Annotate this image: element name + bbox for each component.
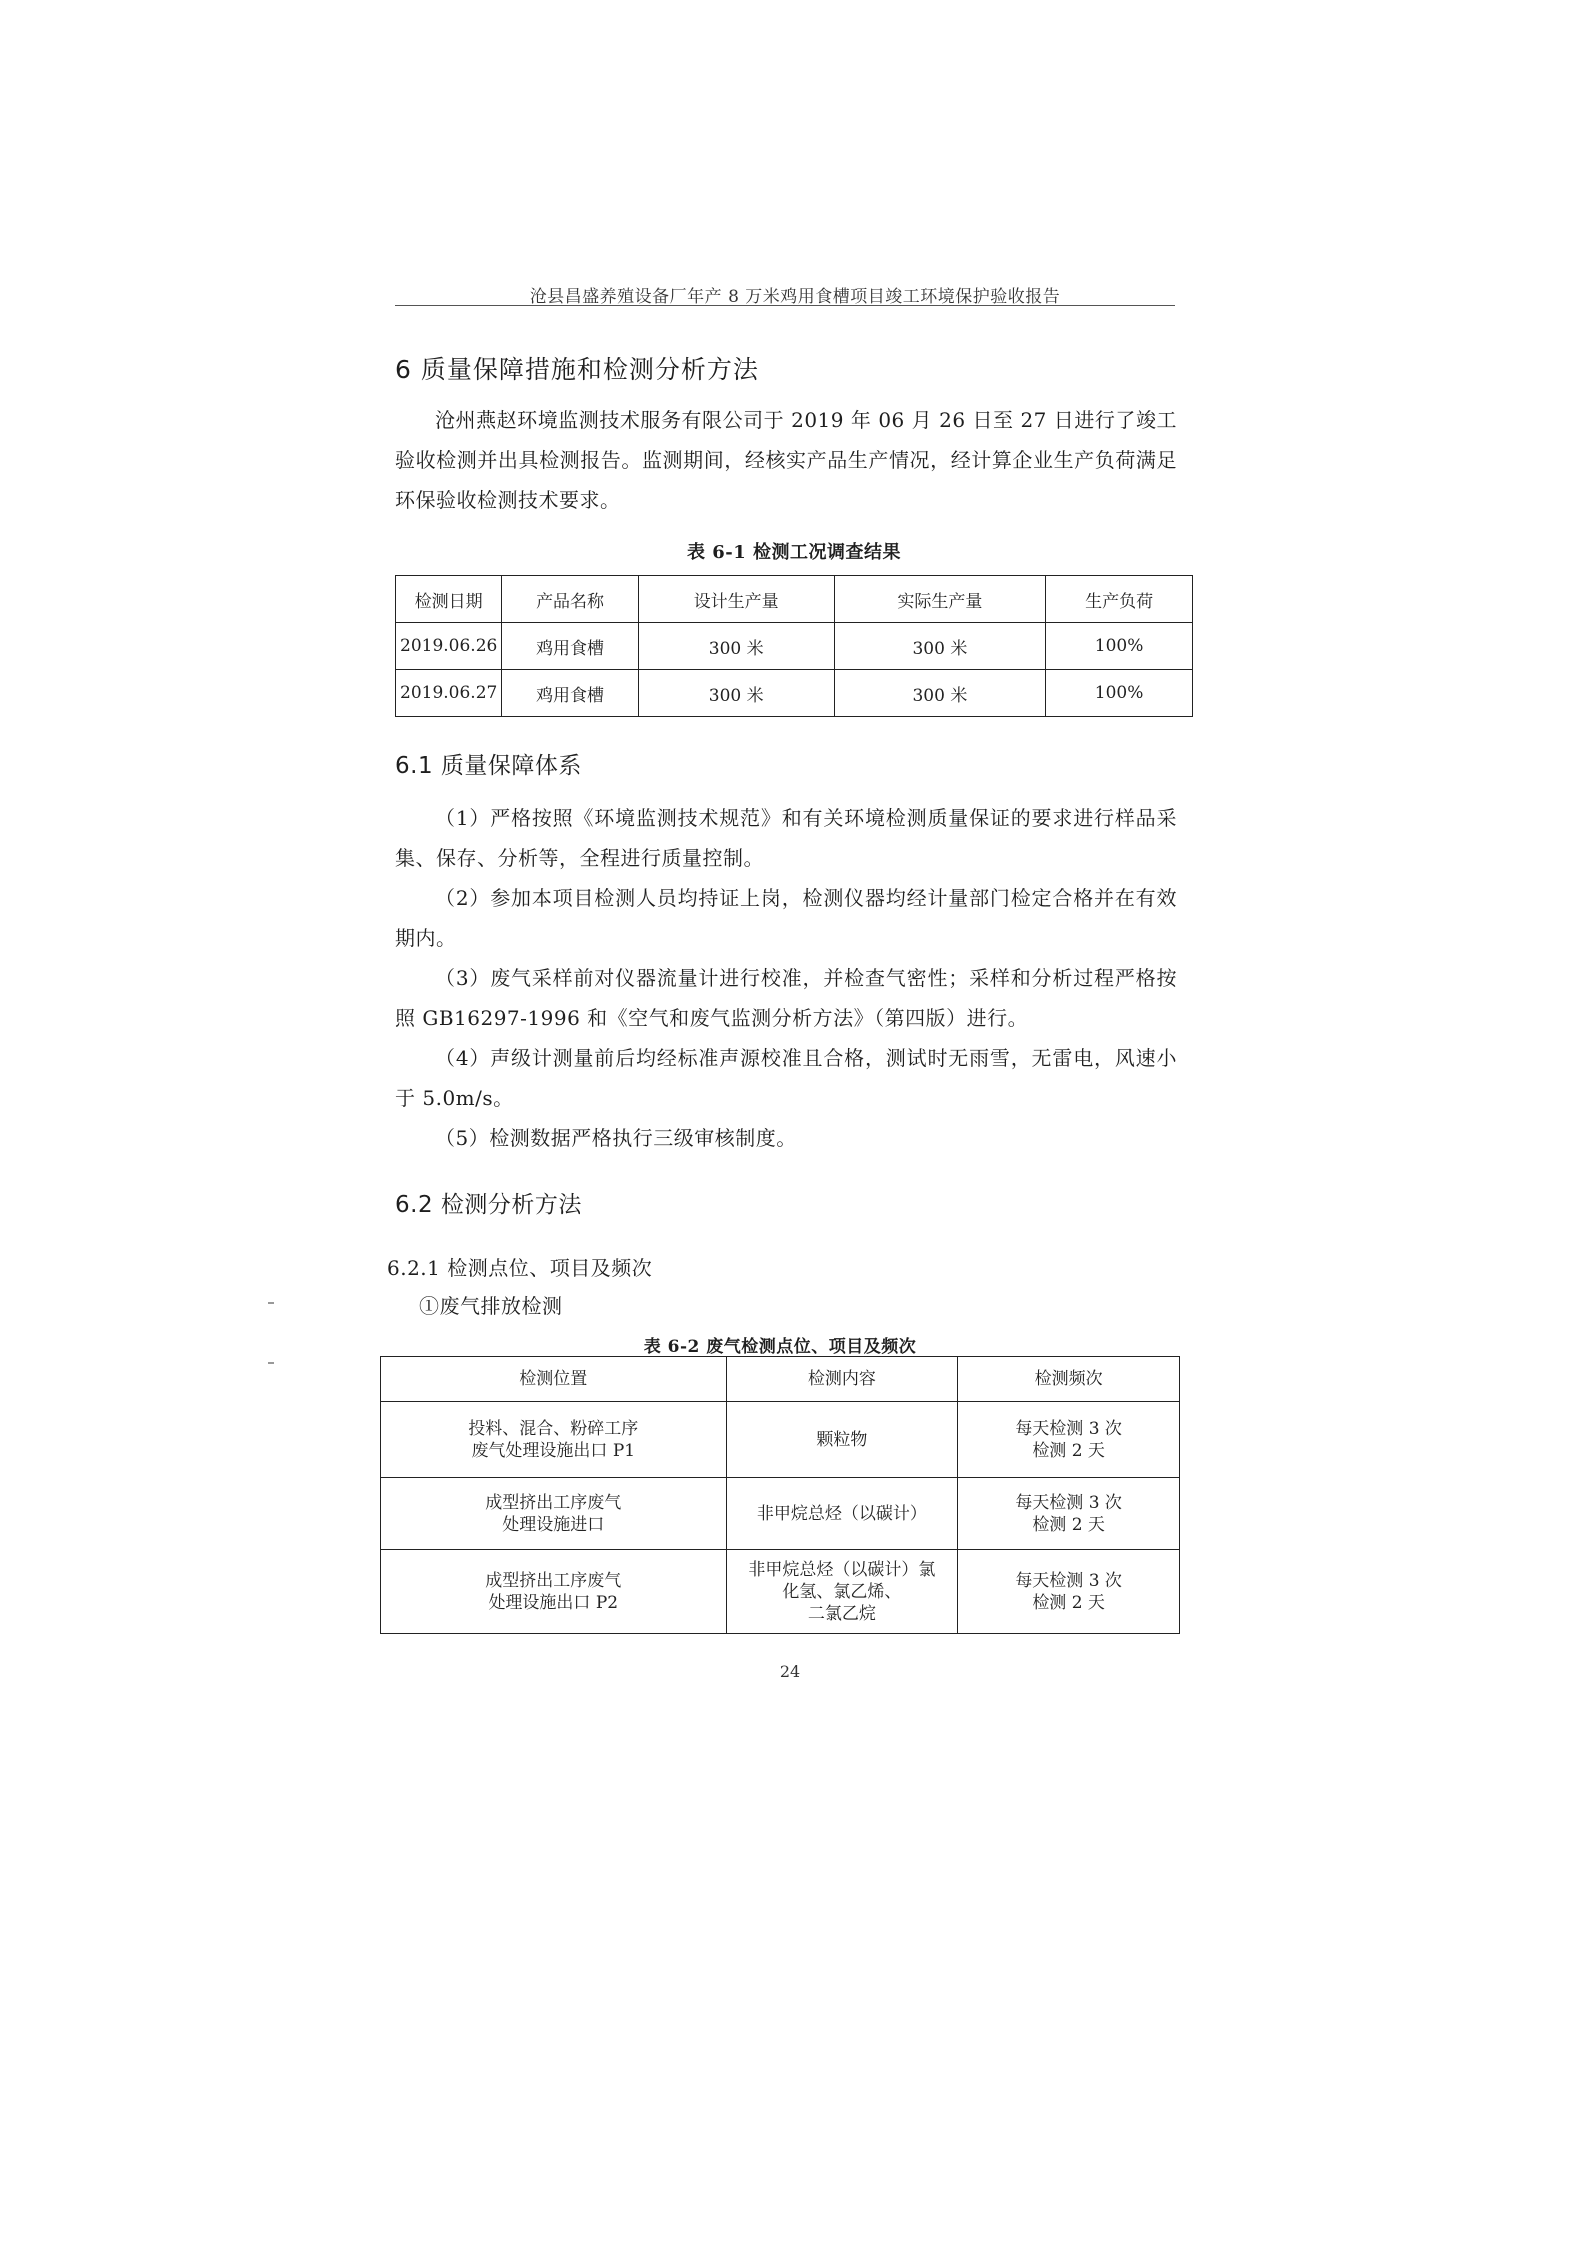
table-row	[381, 1402, 1180, 1478]
table-cell: 300 米	[638, 623, 834, 670]
table-row	[396, 623, 1193, 670]
table-cell-content	[726, 1550, 958, 1634]
section-6-2-heading: 6.2 检测分析方法	[395, 1192, 582, 1218]
table-header-cell: 检测日期	[396, 576, 502, 623]
table-cell: 100%	[1046, 623, 1193, 670]
table-header-cell: 实际生产量	[834, 576, 1046, 623]
table-cell: 鸡用食槽	[502, 623, 638, 670]
section-6-2-1-heading: 6.2.1 检测点位、项目及频次	[387, 1256, 653, 1280]
cell-line: 检测 2 天	[1032, 1440, 1105, 1461]
table-cell-frequency	[958, 1550, 1180, 1634]
header-divider	[395, 305, 1175, 306]
quality-item-4: （4）声级计测量前后均经标准声源校准且合格，测试时无雨雪，无雷电，风速小于 5.0m/s。	[395, 1046, 1177, 1110]
cell-line: 检测 2 天	[1032, 1592, 1105, 1613]
table-cell-frequency	[958, 1402, 1180, 1478]
table-6-2-caption: 表 6-2 废气检测点位、项目及频次	[643, 1337, 917, 1357]
scan-speck	[268, 1362, 274, 1364]
table-cell: 300 米	[834, 670, 1046, 717]
table-cell: 2019.06.27	[396, 670, 502, 717]
table-cell: 鸡用食槽	[502, 670, 638, 717]
cell-line: 成型挤出工序废气	[485, 1570, 622, 1591]
cell-line: 每天检测 3 次	[1015, 1418, 1122, 1439]
cell-line: 每天检测 3 次	[1015, 1492, 1122, 1513]
table-cell: 100%	[1046, 670, 1193, 717]
table-header-cell: 检测位置	[381, 1357, 727, 1402]
table-cell: 300 米	[638, 670, 834, 717]
table-cell: 300 米	[834, 623, 1046, 670]
table-header-cell: 生产负荷	[1046, 576, 1193, 623]
cell-line: 非甲烷总烃（以碳计）氯	[748, 1559, 936, 1580]
table-row	[381, 1550, 1180, 1634]
table-row	[381, 1478, 1180, 1550]
table-cell-frequency	[958, 1478, 1180, 1550]
table-header-cell: 产品名称	[502, 576, 638, 623]
cell-line: 非甲烷总烃（以碳计）	[756, 1503, 927, 1524]
table-cell-content	[726, 1402, 958, 1478]
section-6-1-heading: 6.1 质量保障体系	[395, 753, 582, 779]
table-header-row	[381, 1357, 1180, 1402]
section-6-heading: 6 质量保障措施和检测分析方法	[395, 355, 759, 384]
cell-line: 处理设施出口 P2	[488, 1592, 619, 1613]
table-row	[396, 670, 1193, 717]
table-6-1-caption: 表 6-1 检测工况调查结果	[686, 542, 902, 563]
table-header-cell: 设计生产量	[638, 576, 834, 623]
document-header-title: 沧县昌盛养殖设备厂年产 8 万米鸡用食槽项目竣工环境保护验收报告	[529, 287, 1061, 307]
table-header-cell: 检测频次	[958, 1357, 1180, 1402]
table-header-row	[396, 576, 1193, 623]
cell-line: 二氯乙烷	[807, 1603, 876, 1624]
scan-speck	[268, 1302, 274, 1304]
cell-line: 检测 2 天	[1032, 1514, 1105, 1535]
page-number: 24	[779, 1662, 801, 1681]
cell-line: 每天检测 3 次	[1015, 1570, 1122, 1591]
table-cell-location	[381, 1550, 727, 1634]
exhaust-gas-detection-label: ①废气排放检测	[419, 1294, 563, 1318]
quality-item-5: （5）检测数据严格执行三级审核制度。	[435, 1126, 797, 1150]
quality-item-3: （3）废气采样前对仪器流量计进行校准，并检查气密性；采样和分析过程严格按照 GB16297-1996 和《空气和废气监测分析方法》（第四版）进行。	[395, 966, 1177, 1030]
table-cell-location	[381, 1478, 727, 1550]
cell-line: 成型挤出工序废气	[485, 1492, 622, 1513]
table-header-cell: 检测内容	[726, 1357, 958, 1402]
cell-line: 废气处理设施出口 P1	[471, 1440, 636, 1461]
table-6-1	[395, 575, 1193, 717]
section-6-intro-paragraph: 沧州燕赵环境监测技术服务有限公司于 2019 年 06 月 26 日至 27 日进行了竣工验收检测并出具检测报告。监测期间，经核实产品生产情况，经计算企业生产负荷满足环保验收检测技术要求。	[395, 408, 1177, 512]
quality-item-2: （2）参加本项目检测人员均持证上岗，检测仪器均经计量部门检定合格并在有效期内。	[395, 886, 1177, 950]
table-cell: 2019.06.26	[396, 623, 502, 670]
quality-item-1: （1）严格按照《环境监测技术规范》和有关环境检测质量保证的要求进行样品采集、保存、分析等，全程进行质量控制。	[395, 806, 1177, 870]
cell-line: 投料、混合、粉碎工序	[468, 1418, 639, 1439]
table-6-2	[380, 1356, 1180, 1634]
cell-line: 颗粒物	[816, 1429, 868, 1450]
cell-line: 处理设施进口	[502, 1514, 605, 1535]
table-cell-location	[381, 1402, 727, 1478]
table-cell-content	[726, 1478, 958, 1550]
cell-line: 化氢、氯乙烯、	[782, 1581, 902, 1602]
